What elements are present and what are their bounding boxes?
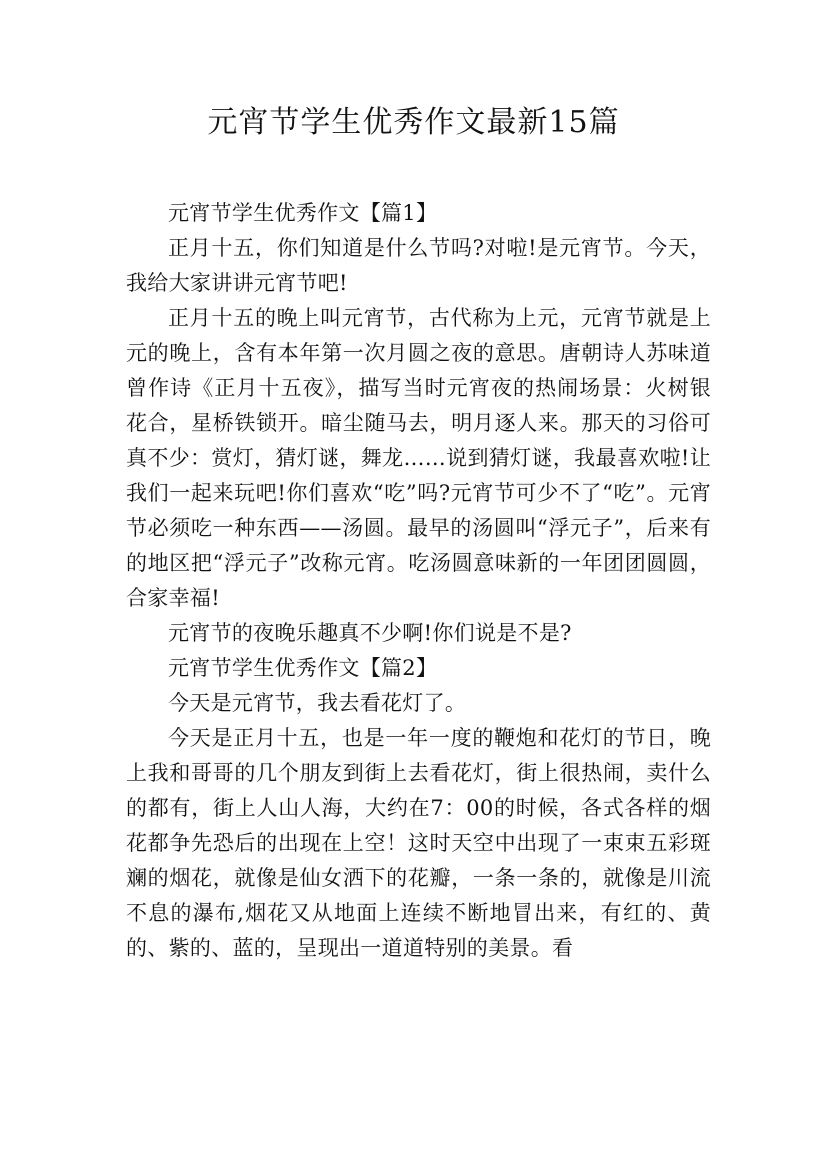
section-heading-1: 元宵节学生优秀作文【篇1】 — [168, 201, 438, 225]
document-body — [126, 196, 711, 966]
paragraph: 正月十五的晚上叫元宵节，古代称为上元，元宵节就是上元的晚上，含有本年第一次月圆之夜的意思。唐朝诗人苏味道曾作诗《正月十五夜》，描写当时元宵夜的热闹场景：火树银花合，星桥铁锁开。暗尘随马去，明月逐人来。那天的习俗可真不少：赏灯，猜灯谜，舞龙……说到猜灯谜，我最喜欢啦!让我们一起来玩吧!你们喜欢“吃”吗?元宵节可少不了“吃”。元宵节必须吃一种东西——汤圆。最早的汤圆叫“浮元子”，后来有的地区把“浮元子”改称元宵。吃汤圆意味新的一年团团圆圆，合家幸福! — [126, 306, 711, 610]
paragraph: 正月十五，你们知道是什么节吗?对啦!是元宵节。今天，我给大家讲讲元宵节吧! — [126, 236, 711, 295]
paragraph: 元宵节的夜晚乐趣真不少啊!你们说是不是? — [168, 621, 572, 645]
document-title: 元宵节学生优秀作文最新15篇 — [207, 105, 620, 140]
paragraph: 今天是元宵节，我去看花灯了。 — [168, 691, 467, 715]
section-heading-2: 元宵节学生优秀作文【篇2】 — [168, 656, 438, 680]
paragraph: 今天是正月十五，也是一年一度的鞭炮和花灯的节日，晚上我和哥哥的几个朋友到街上去看花灯，街上很热闹，卖什么的都有，街上人山人海，大约在7：00的时候，各式各样的烟花都争先恐后的出现在上空！这时天空中出现了一束束五彩斑斓的烟花，就像是仙女洒下的花瓣，一条一条的，就像是川流不息的瀑布,烟花又从地面上连续不断地冒出来，有红的、黄的、紫的、蓝的，呈现出一道道特别的美景。看 — [126, 726, 711, 960]
